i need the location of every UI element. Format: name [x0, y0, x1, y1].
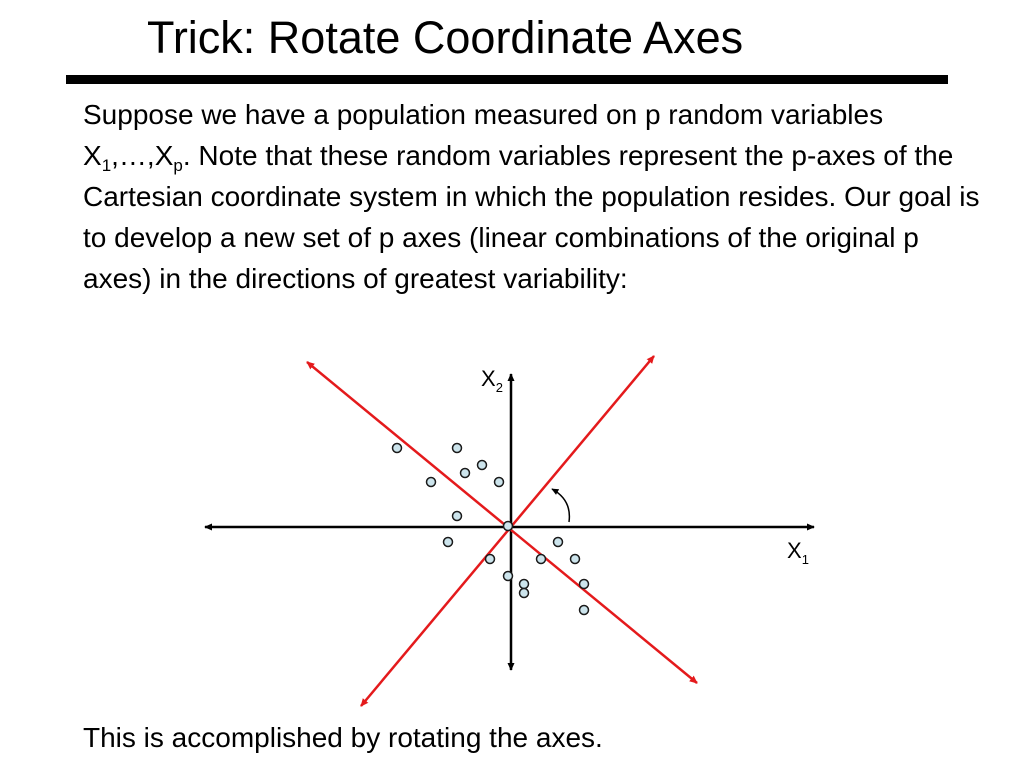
x2-label-main: X: [481, 366, 496, 391]
data-point: [444, 538, 453, 547]
data-point: [537, 555, 546, 564]
x1-axis-label: [787, 538, 809, 567]
data-point: [504, 522, 513, 531]
data-point: [393, 444, 402, 453]
x2-axis-label: [481, 366, 503, 395]
data-point: [571, 555, 580, 564]
data-point: [580, 606, 589, 615]
subscript-1: 1: [101, 156, 112, 175]
x2-label-sub: 2: [495, 380, 503, 395]
data-point: [461, 469, 470, 478]
data-point: [427, 478, 436, 487]
data-point: [453, 444, 462, 453]
data-point: [486, 555, 495, 564]
data-point: [453, 512, 462, 521]
data-point: [520, 589, 529, 598]
paragraph-text-3: . Note that these random variables represent the p-axes of the Cartesian coordinate system in which the population resides. Our goal is to develop a new set of p axes (linear combinations of the original p axes) in the directions of greatest variability:: [83, 140, 988, 294]
data-point: [580, 580, 589, 589]
conclusion-text: This is accomplished by rotating the axes.: [83, 722, 603, 753]
data-point: [520, 580, 529, 589]
rotated-axis-1: [307, 362, 697, 683]
subscript-p: p: [173, 156, 183, 175]
slide-title: Trick: Rotate Coordinate Axes: [147, 12, 744, 63]
data-point: [504, 572, 513, 581]
data-point: [495, 478, 504, 487]
x1-label-main: X: [787, 538, 802, 563]
data-point: [554, 538, 563, 547]
paragraph-text-1: Suppose we have a population measured on p random variables X: [83, 99, 891, 171]
x1-label-sub: 1: [801, 552, 809, 567]
rotation-arrow: [552, 489, 569, 522]
paragraph-text-2: ,…,X: [111, 140, 174, 171]
data-point: [478, 461, 487, 470]
